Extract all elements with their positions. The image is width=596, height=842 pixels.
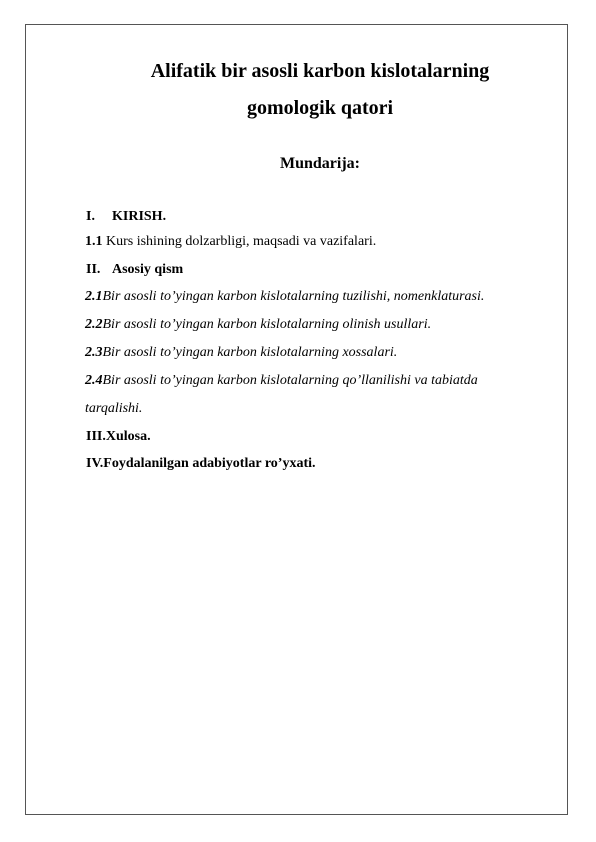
document-title-line-1: Alifatik bir asosli karbon kislotalarning	[150, 60, 490, 82]
toc-item-conclusion	[86, 428, 151, 446]
toc-text: Xulosa.	[105, 429, 151, 444]
toc-item-introduction	[86, 208, 166, 226]
toc-item-main-part	[86, 261, 183, 279]
toc-number: I.	[86, 209, 95, 224]
toc-text: Foydalanilgan adabiyotlar ro’yxati.	[103, 456, 316, 471]
toc-item-references	[86, 455, 316, 473]
toc-text: KIRISH.	[112, 209, 167, 224]
toc-number: 1.1	[85, 234, 103, 249]
toc-item-2-4	[85, 372, 478, 390]
toc-number: III.	[86, 429, 106, 444]
toc-item-2-2	[85, 316, 431, 334]
toc-item-2-1	[85, 288, 484, 306]
toc-text: Bir asosli to’yingan karbon kislotalarning qo’llanilishi va tabiatda	[102, 373, 478, 388]
toc-number: 2.3	[85, 345, 103, 360]
document-title-line-2: gomologik qatori	[246, 97, 394, 119]
toc-number: IV.	[86, 456, 104, 471]
toc-text: Asosiy qism	[112, 262, 184, 277]
toc-text: Kurs ishining dolzarbligi, maqsadi va vazifalari.	[106, 234, 377, 249]
page-border	[25, 24, 568, 815]
toc-item-2-3	[85, 344, 397, 362]
toc-item-2-4-continuation	[85, 400, 142, 418]
toc-text: Bir asosli to’yingan karbon kislotalarning olinish usullari.	[102, 317, 432, 332]
toc-number: II.	[86, 262, 101, 277]
toc-number: 2.2	[85, 317, 103, 332]
toc-text: tarqalishi.	[85, 401, 143, 416]
toc-text: Bir asosli to’yingan karbon kislotalarning tuzilishi, nomenklaturasi.	[102, 289, 485, 304]
toc-number: 2.1	[85, 289, 103, 304]
toc-item-1-1	[85, 233, 376, 251]
toc-text: Bir asosli to’yingan karbon kislotalarning xossalari.	[102, 345, 398, 360]
contents-heading: Mundarija:	[280, 155, 360, 172]
toc-number: 2.4	[85, 373, 103, 388]
